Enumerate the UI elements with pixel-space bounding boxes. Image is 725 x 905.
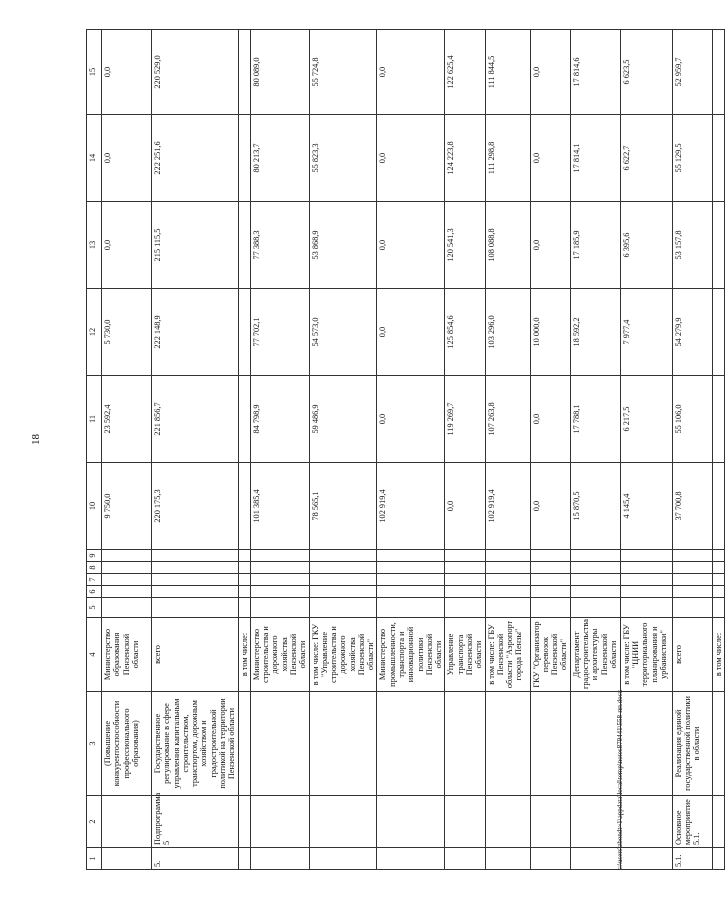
table-cell: 101 385,4	[250, 463, 309, 550]
table-cell	[238, 376, 250, 463]
table-row	[250, 30, 309, 870]
table-cell: 18 592,2	[570, 289, 620, 376]
table-cell	[445, 550, 485, 562]
table-cell: 120 541,3	[445, 202, 485, 289]
table-cell: в том числе:	[712, 618, 724, 692]
column-header: 7	[87, 574, 102, 586]
table-cell: 7 977,4	[620, 289, 672, 376]
table-cell: 17 814,6	[570, 30, 620, 115]
table-cell	[570, 562, 620, 574]
table-cell	[620, 586, 672, 598]
table-cell: 0,0	[530, 376, 570, 463]
table-cell: всего	[152, 618, 239, 692]
table-cell	[102, 796, 152, 848]
table-row	[102, 30, 152, 870]
table-cell: 220 175,3	[152, 463, 239, 550]
column-header: 8	[87, 562, 102, 574]
column-header: 10	[87, 463, 102, 550]
table-cell	[250, 796, 309, 848]
table-cell: в том числе: ГБУ "ЦНИИ территориального планирования и урбанистики"	[620, 618, 672, 692]
table-cell	[530, 562, 570, 574]
table-cell: (Повышение конкурентоспособности профессионального образования)	[102, 692, 152, 796]
table-cell	[102, 586, 152, 598]
table-cell	[250, 550, 309, 562]
table-cell	[309, 692, 377, 796]
table-cell: 221 856,7	[152, 376, 239, 463]
table-cell	[309, 586, 377, 598]
table-cell	[620, 562, 672, 574]
table-cell	[570, 848, 620, 870]
table-cell	[530, 692, 570, 796]
table-cell: 0,0	[530, 463, 570, 550]
table-cell: 102 919,4	[377, 463, 445, 550]
table-cell	[485, 848, 530, 870]
table-cell	[712, 586, 724, 598]
table-cell	[485, 692, 530, 796]
table-cell	[309, 796, 377, 848]
table-cell	[712, 463, 724, 550]
table-cell	[238, 692, 250, 796]
column-header: 1	[87, 848, 102, 870]
table-cell	[377, 692, 445, 796]
table-cell	[309, 550, 377, 562]
table-cell	[620, 574, 672, 586]
table-cell: 15 870,5	[570, 463, 620, 550]
table-cell: всего	[672, 618, 712, 692]
table-cell	[238, 463, 250, 550]
table-cell: 23 592,4	[102, 376, 152, 463]
table-body	[102, 30, 725, 870]
table-cell: Государственное регулирование в сфере управления капитальным строительством, транспортом, дорожным хозяйством и градостроительной политикой на территории Пензенской области	[152, 692, 239, 796]
table-cell: 220 529,0	[152, 30, 239, 115]
table-cell	[102, 562, 152, 574]
table-cell	[309, 848, 377, 870]
table-row	[672, 30, 712, 870]
table-cell	[238, 848, 250, 870]
table-cell: Управление транспорта Пензенской области	[445, 618, 485, 692]
column-header: 2	[87, 796, 102, 848]
table-cell: 0,0	[445, 463, 485, 550]
column-header: 9	[87, 550, 102, 562]
table-cell: 0,0	[102, 115, 152, 202]
table-cell: 54 573,0	[309, 289, 377, 376]
table-cell	[102, 598, 152, 618]
column-header: 11	[87, 376, 102, 463]
footer-file-path: c:\users\zbondt~1\appdata\local\temp\notes879441\558-пп.docx	[616, 689, 624, 870]
table-cell	[238, 562, 250, 574]
table-cell: 108 088,8	[485, 202, 530, 289]
table-cell	[445, 574, 485, 586]
table-cell: 111 844,5	[485, 30, 530, 115]
table-row	[620, 30, 672, 870]
table-cell: 0,0	[102, 202, 152, 289]
table-cell	[377, 550, 445, 562]
table-cell	[530, 796, 570, 848]
table-cell: 6 395,6	[620, 202, 672, 289]
table-cell: 37 700,8	[672, 463, 712, 550]
table-cell	[570, 796, 620, 848]
table-cell	[377, 586, 445, 598]
page-number: 18	[30, 434, 42, 445]
table-cell: 55 106,0	[672, 376, 712, 463]
table-cell	[570, 550, 620, 562]
table-cell	[309, 574, 377, 586]
table-row	[445, 30, 485, 870]
table-row	[152, 30, 239, 870]
table-cell	[238, 289, 250, 376]
column-header: 5	[87, 598, 102, 618]
table-cell: ГКУ "Организатор перевозок Пензенской области"	[530, 618, 570, 692]
table-cell	[152, 586, 239, 598]
table-cell: 10 000,0	[530, 289, 570, 376]
table-cell: 222 251,6	[152, 115, 239, 202]
table-cell	[530, 550, 570, 562]
column-header: 12	[87, 289, 102, 376]
table-cell	[377, 574, 445, 586]
table-cell: 17 185,9	[570, 202, 620, 289]
table-cell	[620, 692, 672, 796]
table-cell	[712, 796, 724, 848]
table-cell	[250, 692, 309, 796]
table-cell: 80 213,7	[250, 115, 309, 202]
table-cell: 0,0	[377, 202, 445, 289]
table-cell	[250, 562, 309, 574]
table-row	[485, 30, 530, 870]
header-row	[87, 30, 102, 870]
table-cell: 52 959,7	[672, 30, 712, 115]
table-cell	[309, 598, 377, 618]
table-cell: 0,0	[377, 30, 445, 115]
table-cell	[485, 796, 530, 848]
table-cell: 0,0	[530, 202, 570, 289]
table-cell: 107 263,8	[485, 376, 530, 463]
table-cell	[102, 848, 152, 870]
table-cell	[445, 562, 485, 574]
table-cell	[238, 550, 250, 562]
table-cell	[672, 562, 712, 574]
table-cell: 53 868,9	[309, 202, 377, 289]
table-cell: 0,0	[377, 289, 445, 376]
table-cell	[530, 586, 570, 598]
table-cell	[530, 598, 570, 618]
table-cell	[712, 376, 724, 463]
table-cell: 17 788,1	[570, 376, 620, 463]
table-cell	[445, 598, 485, 618]
table-cell: 78 565,1	[309, 463, 377, 550]
table-cell: 111 298,8	[485, 115, 530, 202]
table-cell	[530, 848, 570, 870]
table-cell: 125 854,6	[445, 289, 485, 376]
table-row	[530, 30, 570, 870]
table-cell: 6 622,7	[620, 115, 672, 202]
table-cell: 215 115,5	[152, 202, 239, 289]
table-cell	[620, 598, 672, 618]
table-cell	[238, 115, 250, 202]
table-cell	[238, 598, 250, 618]
table-cell	[672, 586, 712, 598]
table-cell: 55 823,3	[309, 115, 377, 202]
table-cell	[570, 598, 620, 618]
table-cell: 102 919,4	[485, 463, 530, 550]
table-cell	[250, 574, 309, 586]
column-header: 13	[87, 202, 102, 289]
table-cell: в том числе:	[238, 618, 250, 692]
table-cell: 77 702,1	[250, 289, 309, 376]
table-cell: 84 798,9	[250, 376, 309, 463]
table-cell	[250, 598, 309, 618]
table-row	[712, 30, 724, 870]
table-cell: 9 750,0	[102, 463, 152, 550]
table-cell	[238, 796, 250, 848]
table-cell: 6 623,5	[620, 30, 672, 115]
table-cell	[712, 574, 724, 586]
table-cell	[570, 574, 620, 586]
table-cell	[152, 550, 239, 562]
column-header: 3	[87, 692, 102, 796]
table-row	[570, 30, 620, 870]
table-cell: 77 388,3	[250, 202, 309, 289]
table-cell	[570, 586, 620, 598]
table-cell	[672, 598, 712, 618]
table-cell: 122 625,4	[445, 30, 485, 115]
table-cell	[712, 598, 724, 618]
table-cell: 6 217,5	[620, 376, 672, 463]
table-cell	[620, 848, 672, 870]
table-cell	[250, 848, 309, 870]
table-cell: 103 296,0	[485, 289, 530, 376]
table-cell: Департамент градостроительства и архитектуры Пензенской области	[570, 618, 620, 692]
table-cell	[712, 692, 724, 796]
column-header: 14	[87, 115, 102, 202]
table-cell	[485, 550, 530, 562]
table-cell: Реализация единой государственной политики в области	[672, 692, 712, 796]
table-cell	[377, 598, 445, 618]
table-cell: Министерство образования Пензенской области	[102, 618, 152, 692]
table-cell	[238, 586, 250, 598]
table-cell: 0,0	[377, 115, 445, 202]
table-cell: Основное мероприятие 5.1.	[672, 796, 712, 848]
table-cell: Подпрограмма 5	[152, 796, 239, 848]
table-cell	[445, 586, 485, 598]
table-cell: 0,0	[377, 376, 445, 463]
table-cell: 5.1.	[672, 848, 712, 870]
table-cell: 5.	[152, 848, 239, 870]
table-cell: 55 724,8	[309, 30, 377, 115]
table-cell: 119 269,7	[445, 376, 485, 463]
table-cell	[485, 562, 530, 574]
table-cell: 59 486,9	[309, 376, 377, 463]
table-cell	[445, 796, 485, 848]
column-header: 6	[87, 586, 102, 598]
table-row	[238, 30, 250, 870]
table-cell	[712, 30, 724, 115]
table-cell	[377, 796, 445, 848]
table-cell	[620, 550, 672, 562]
table-cell	[152, 598, 239, 618]
column-header: 4	[87, 618, 102, 692]
table-cell	[445, 848, 485, 870]
table-cell: 222 148,9	[152, 289, 239, 376]
table-cell: 5 730,0	[102, 289, 152, 376]
table-cell	[620, 796, 672, 848]
table-cell	[152, 574, 239, 586]
column-header: 15	[87, 30, 102, 115]
table-cell	[238, 574, 250, 586]
table-cell: 0,0	[102, 30, 152, 115]
table-cell: 124 223,8	[445, 115, 485, 202]
table-cell	[712, 550, 724, 562]
table-cell: 55 129,5	[672, 115, 712, 202]
table-cell: Министерство строительства и дорожного хозяйства Пензенской области	[250, 618, 309, 692]
table-cell	[672, 550, 712, 562]
table-cell: 0,0	[530, 115, 570, 202]
table-cell	[238, 30, 250, 115]
table-cell	[530, 574, 570, 586]
table-cell	[485, 586, 530, 598]
table-row	[377, 30, 445, 870]
table-cell	[250, 586, 309, 598]
table-cell	[102, 574, 152, 586]
table-cell	[712, 562, 724, 574]
table-cell	[377, 562, 445, 574]
table-cell: 80 089,0	[250, 30, 309, 115]
table-cell: в том числе: ГБУ Пензенской области "Аэропорт города Пензы"	[485, 618, 530, 692]
table-cell: 17 814,1	[570, 115, 620, 202]
table-cell	[712, 289, 724, 376]
table-cell: 4 145,4	[620, 463, 672, 550]
table-cell	[445, 692, 485, 796]
table-cell	[485, 574, 530, 586]
table-cell	[712, 848, 724, 870]
table-cell: Министерство промышленности, транспорта и инновационной политики Пензенской области	[377, 618, 445, 692]
table-cell	[152, 562, 239, 574]
table-cell	[377, 848, 445, 870]
table-cell: 0,0	[530, 30, 570, 115]
table-cell	[238, 202, 250, 289]
table-row	[309, 30, 377, 870]
table-cell	[485, 598, 530, 618]
table-cell	[712, 115, 724, 202]
table-cell	[309, 562, 377, 574]
table-cell	[712, 202, 724, 289]
budget-table	[86, 29, 725, 870]
table-cell	[102, 550, 152, 562]
table-cell: 53 157,8	[672, 202, 712, 289]
table-cell	[570, 692, 620, 796]
table-cell: в том числе: ГКУ "Управление строительства и дорожного хозяйства Пензенской области"	[309, 618, 377, 692]
table-cell	[672, 574, 712, 586]
table-cell: 54 279,9	[672, 289, 712, 376]
